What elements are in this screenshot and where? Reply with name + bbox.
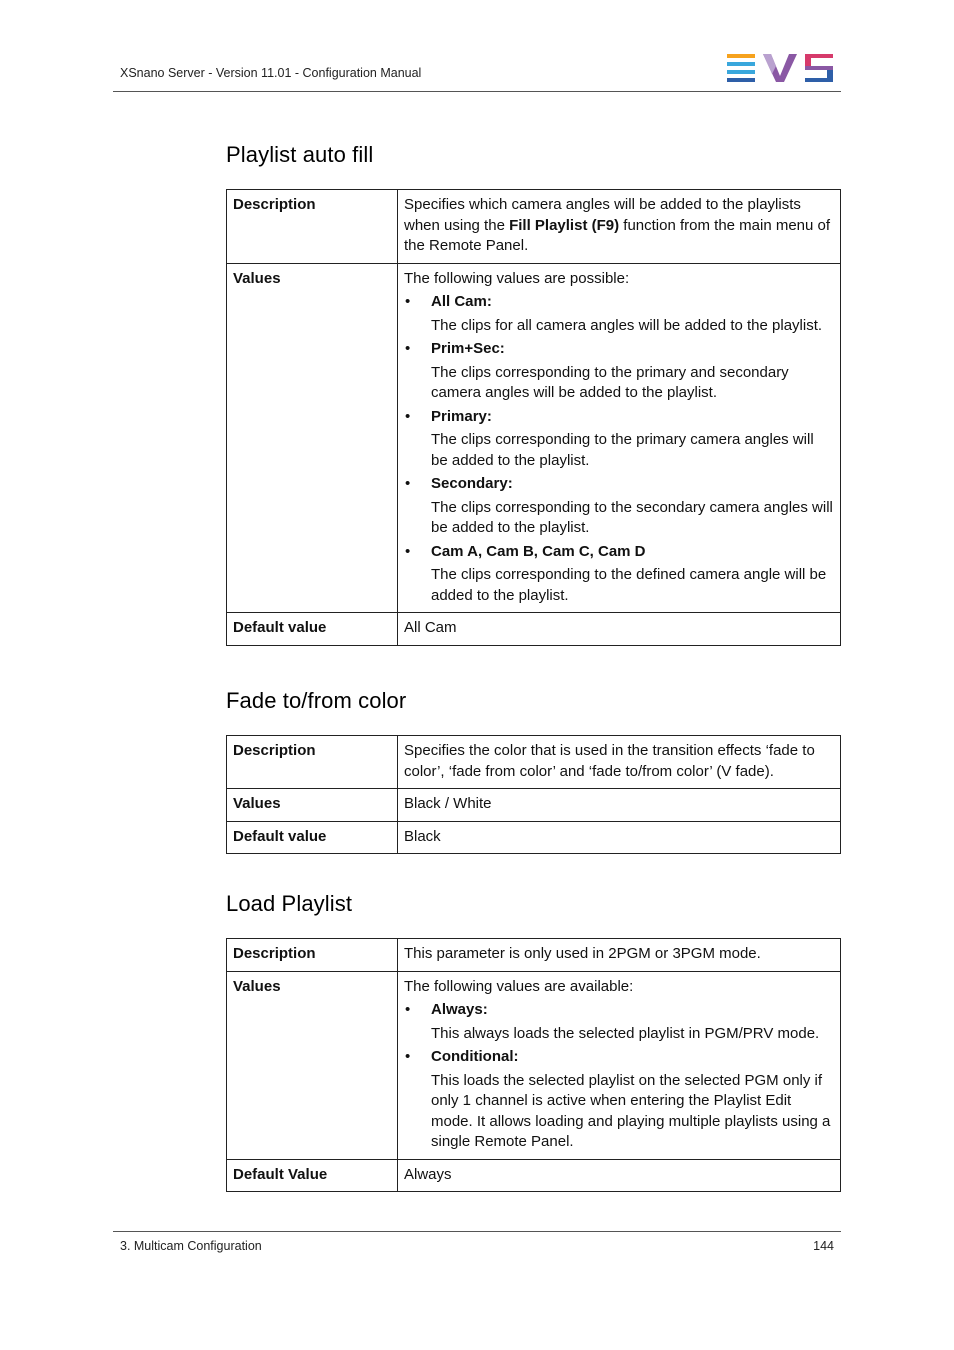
page-number: 144 (813, 1239, 834, 1253)
chapter-label: 3. Multicam Configuration (120, 1239, 262, 1253)
values-cell: The following values are possible: • All Cam: The clips for all camera angles will be added to the playlist. • Prim+Sec: The clips corresponding to the primary and secondary camera angles will be added to the playlist. • Primary: The clips corresponding to the primary camera angles will be added to the playlist. • Secondary: The clips corresponding to the secondary camera angles will be added to the playlist. • Cam A, Cam B, Cam C, Cam D The clips corresponding to the defined camera angle will be added to the playlist. (398, 263, 841, 613)
default-value: Black (398, 821, 841, 854)
fill-playlist-command: Fill Playlist (F9) (509, 216, 620, 234)
table-row (227, 821, 841, 854)
value-name: • Conditional: (404, 1047, 834, 1068)
value-name: • Prim+Sec: (404, 339, 834, 360)
value-name: • Always: (404, 1000, 834, 1021)
row-label: Description (227, 190, 398, 264)
value-name: • All Cam: (404, 292, 834, 313)
value-description: The clips for all camera angles will be added to the playlist. (431, 316, 823, 334)
fade-color-table (226, 735, 841, 854)
description-cell: Specifies which camera angles will be added to the playlists when using the Fill Playlist (F9) function from the main menu of the Remote Panel. (398, 190, 841, 264)
table-row (227, 1159, 841, 1192)
row-label: Default Value (227, 1159, 398, 1192)
value-description: This loads the selected playlist on the selected PGM only if only 1 channel is active when entering the Playlist Edit mode. It allows loading and playing multiple playlists using a single Remote Panel. (431, 1071, 831, 1150)
table-row (227, 263, 841, 613)
load-playlist-table (226, 938, 841, 1192)
section-title-fade-to-from-color: Fade to/from color (226, 688, 407, 713)
page-footer (113, 1231, 841, 1253)
table-row (227, 789, 841, 822)
evs-logo (727, 54, 835, 82)
section-title-load-playlist: Load Playlist (226, 891, 353, 916)
section-title-playlist-auto-fill: Playlist auto fill (226, 142, 374, 167)
row-label: Description (227, 736, 398, 789)
table-row (227, 613, 841, 646)
value-description: This always loads the selected playlist in PGM/PRV mode. (431, 1024, 820, 1042)
values-cell: The following values are available: • Always: This always loads the selected playlist in PGM/PRV mode. • Conditional: This loads the selected playlist on the selected PGM only if only 1 channel is active when entering the Playlist Edit mode. It allows loading and playing multiple playlists using a single Remote Panel. (398, 971, 841, 1159)
table-row (227, 736, 841, 789)
value-name: • Secondary: (404, 474, 834, 495)
row-label: Values (227, 263, 398, 613)
page-header (113, 48, 841, 92)
value-name: • Cam A, Cam B, Cam C, Cam D (404, 542, 834, 563)
description-cell: Specifies the color that is used in the transition effects ‘fade to color’, ‘fade from color’ and ‘fade to/from color’ (V fade). (398, 736, 841, 789)
default-value: All Cam (398, 613, 841, 646)
table-row (227, 939, 841, 972)
description-cell: This parameter is only used in 2PGM or 3PGM mode. (398, 939, 841, 972)
table-row (227, 971, 841, 1159)
document-title: XSnano Server - Version 11.01 - Configuration Manual (120, 66, 422, 80)
table-row (227, 190, 841, 264)
playlist-auto-fill-table (226, 189, 841, 646)
row-label: Default value (227, 613, 398, 646)
value-description: The clips corresponding to the defined camera angle will be added to the playlist. (431, 566, 827, 604)
value-description: The clips corresponding to the primary and secondary camera angles will be added to the playlist. (431, 363, 789, 401)
row-label: Description (227, 939, 398, 972)
row-label: Values (227, 971, 398, 1159)
row-label: Default value (227, 821, 398, 854)
value-description: The clips corresponding to the secondary camera angles will be added to the playlist. (431, 498, 833, 536)
default-value: Always (398, 1159, 841, 1192)
value-description: The clips corresponding to the primary camera angles will be added to the playlist. (431, 431, 814, 469)
row-label: Values (227, 789, 398, 822)
values-cell: Black / White (398, 789, 841, 822)
value-name: • Primary: (404, 407, 834, 428)
